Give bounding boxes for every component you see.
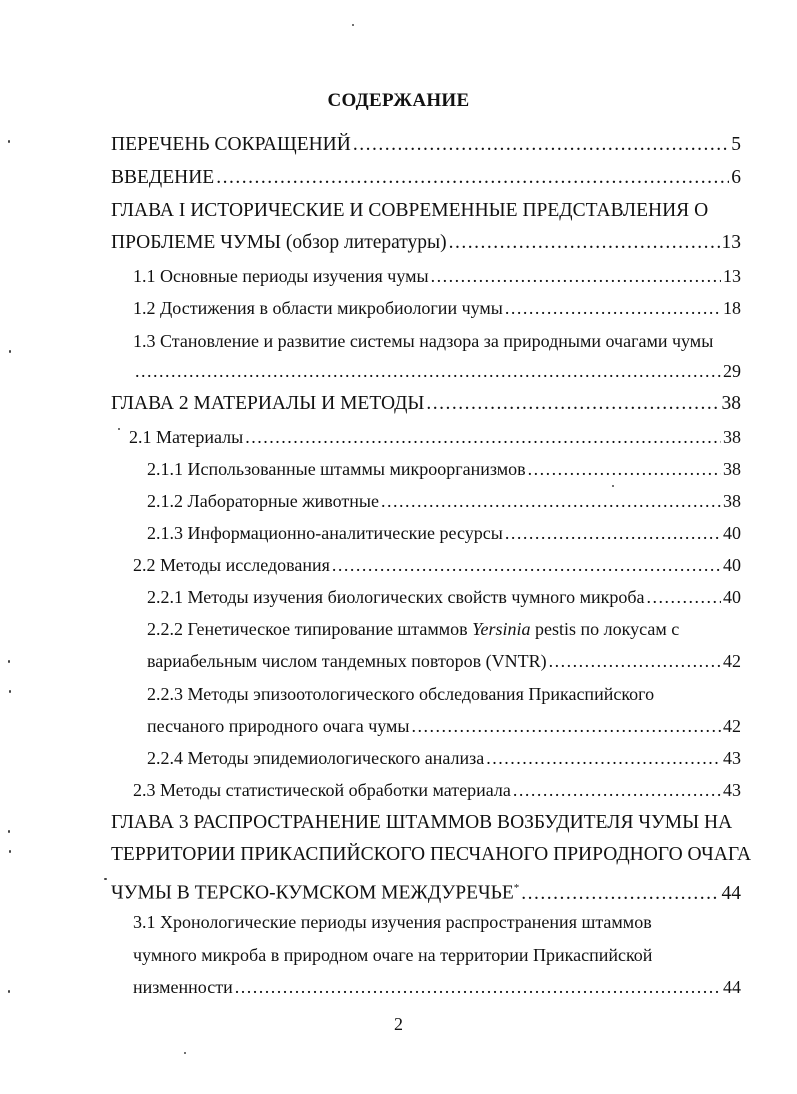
toc-entry <box>147 582 741 612</box>
toc-entry-text: 2.3 Методы статистической обработки материала <box>133 780 511 800</box>
scan-speck <box>9 850 11 853</box>
toc-leader-dots <box>353 130 729 160</box>
toc-page-number: 38 <box>723 427 741 447</box>
toc-entry <box>147 679 654 709</box>
toc-entry-text: 1.3 Становление и развитие системы надзора за природными очагами чумы <box>133 331 714 351</box>
toc-leader-dots <box>426 389 719 419</box>
toc-entry-text: 1.2 Достижения в области микробиологии чумы <box>133 298 503 318</box>
toc-entry-text: ГЛАВА 3 РАСПРОСТРАНЕНИЕ ШТАММОВ ВОЗБУДИТЕЛЯ ЧУМЫ НА <box>111 812 733 833</box>
toc-entry-text: 2.1 Материалы <box>129 427 244 447</box>
toc-entry-text: ТЕРРИТОРИИ ПРИКАСПИЙСКОГО ПЕСЧАНОГО ПРИРОДНОГО ОЧАГА <box>111 844 752 865</box>
toc-entry-text: чумного микроба в природном очаге на территории Прикаспийской <box>133 945 653 965</box>
toc-leader-dots <box>235 972 721 1002</box>
toc-entry-text: 2.1.1 Использованные штаммы микроорганизмов <box>147 459 526 479</box>
toc-leader-dots <box>549 646 721 676</box>
toc-entry-italic-text: Yersinia <box>472 619 531 639</box>
toc-entry-text: ВВЕДЕНИЕ <box>111 167 215 188</box>
toc-entry-text: 2.2.1 Методы изучения биологических свойств чумного микроба <box>147 587 645 607</box>
toc-leader-dots <box>431 261 721 291</box>
toc-page-number: 43 <box>723 780 741 800</box>
toc-leader-dots <box>513 775 721 805</box>
toc-page-number: 44 <box>723 977 741 997</box>
toc-entry <box>129 422 741 452</box>
footnote-marker: * <box>513 882 520 894</box>
toc-entry <box>133 972 741 1002</box>
toc-page-number: 13 <box>723 266 741 286</box>
toc-leader-dots <box>332 550 721 580</box>
toc-page-number: 40 <box>723 523 741 543</box>
toc-page-number: 38 <box>723 491 741 511</box>
toc-page-number: 43 <box>723 748 741 768</box>
toc-entry <box>133 550 741 580</box>
toc-leader-dots <box>505 293 721 323</box>
scan-speck <box>104 878 107 880</box>
toc-entry <box>111 840 751 870</box>
toc-entry-text: низменности <box>133 977 233 997</box>
toc-entry <box>147 646 741 676</box>
toc-entry-text: вариабельным числом тандемных повторов (VNTR) <box>147 651 547 671</box>
toc-entry <box>147 454 741 484</box>
toc-page-number: 38 <box>723 459 741 479</box>
toc-entry <box>133 293 741 323</box>
toc-page-number: 5 <box>731 134 741 155</box>
toc-leader-dots <box>647 582 721 612</box>
toc-leader-dots <box>216 163 729 193</box>
scan-speck <box>118 428 120 430</box>
toc-page-number: 6 <box>731 167 741 188</box>
toc-entry-text: pestis по локусам с <box>530 619 680 639</box>
toc-entry <box>111 130 741 160</box>
toc-entry <box>133 775 741 805</box>
toc-leader-dots <box>528 454 721 484</box>
scan-speck <box>8 660 10 663</box>
toc-entry-text: ЧУМЫ В ТЕРСКО-КУМСКОМ МЕЖДУРЕЧЬЕ* <box>111 882 520 904</box>
toc-entry <box>147 518 741 548</box>
toc-leader-dots <box>521 879 719 909</box>
toc-entry <box>111 196 708 226</box>
scan-speck <box>8 830 10 833</box>
toc-page-number: 42 <box>723 651 741 671</box>
toc-entry <box>147 711 741 741</box>
toc-entry <box>111 873 741 903</box>
toc-entry-text: песчаного природного очага чумы <box>147 716 410 736</box>
toc-entry <box>111 389 741 419</box>
page-number: 2 <box>394 1014 403 1034</box>
toc-entry-text: 2.2.2 Генетическое типирование штаммов <box>147 619 473 639</box>
toc-entry <box>111 163 741 193</box>
scan-speck <box>612 485 614 487</box>
toc-page-number: 40 <box>723 587 741 607</box>
toc-entry <box>147 486 741 516</box>
scan-speck <box>9 350 11 353</box>
toc-entry <box>133 356 741 386</box>
scan-speck <box>352 24 354 26</box>
scan-speck <box>9 690 11 693</box>
toc-entry <box>111 228 741 258</box>
toc-page-number: 44 <box>721 882 741 904</box>
toc-entry-text: ГЛАВА I ИСТОРИЧЕСКИЕ И СОВРЕМЕННЫЕ ПРЕДСТАВЛЕНИЯ О <box>111 200 709 221</box>
toc-entry <box>133 326 713 356</box>
toc-page-number: 18 <box>723 298 741 318</box>
toc-entry <box>111 808 732 838</box>
toc-leader-dots <box>412 711 721 741</box>
scan-speck <box>8 990 10 993</box>
toc-leader-dots <box>135 356 721 386</box>
toc-entry-text: 2.1.2 Лабораторные животные <box>147 491 380 511</box>
toc-page-number: 40 <box>723 555 741 575</box>
toc-leader-dots <box>449 228 720 258</box>
toc-leader-dots <box>245 422 721 452</box>
scan-speck <box>8 140 10 143</box>
page-title: СОДЕРЖАНИЕ <box>327 90 470 111</box>
toc-entry <box>133 261 741 291</box>
toc-leader-dots <box>505 518 721 548</box>
toc-entry-text: 2.2.3 Методы эпизоотологического обследования Прикаспийского <box>147 684 655 704</box>
toc-entry <box>147 743 741 773</box>
toc-entry-text: 2.2 Методы исследования <box>133 555 330 575</box>
toc-entry-text: 3.1 Хронологические периоды изучения распространения штаммов <box>133 912 652 932</box>
toc-entry-text: 2.1.3 Информационно-аналитические ресурсы <box>147 523 503 543</box>
toc-page-number: 29 <box>723 361 741 381</box>
toc-page-number: 38 <box>721 393 741 414</box>
toc-entry-text: 2.2.4 Методы эпидемиологического анализа <box>147 748 485 768</box>
toc-entry-text: ПРОБЛЕМЕ ЧУМЫ (обзор литературы) <box>111 232 447 253</box>
toc-entry-text: ПЕРЕЧЕНЬ СОКРАЩЕНИЙ <box>111 134 351 155</box>
toc-entry-text: ГЛАВА 2 МАТЕРИАЛЫ И МЕТОДЫ <box>111 393 425 414</box>
toc-entry <box>133 907 652 937</box>
scan-speck <box>184 1052 186 1054</box>
toc-entry-text: 1.1 Основные периоды изучения чумы <box>133 266 429 286</box>
toc-page-number: 42 <box>723 716 741 736</box>
toc-leader-dots <box>381 486 721 516</box>
toc-entry <box>133 940 652 970</box>
toc-leader-dots <box>486 743 721 773</box>
toc-page-number: 13 <box>721 232 741 253</box>
toc-entry <box>147 614 679 644</box>
